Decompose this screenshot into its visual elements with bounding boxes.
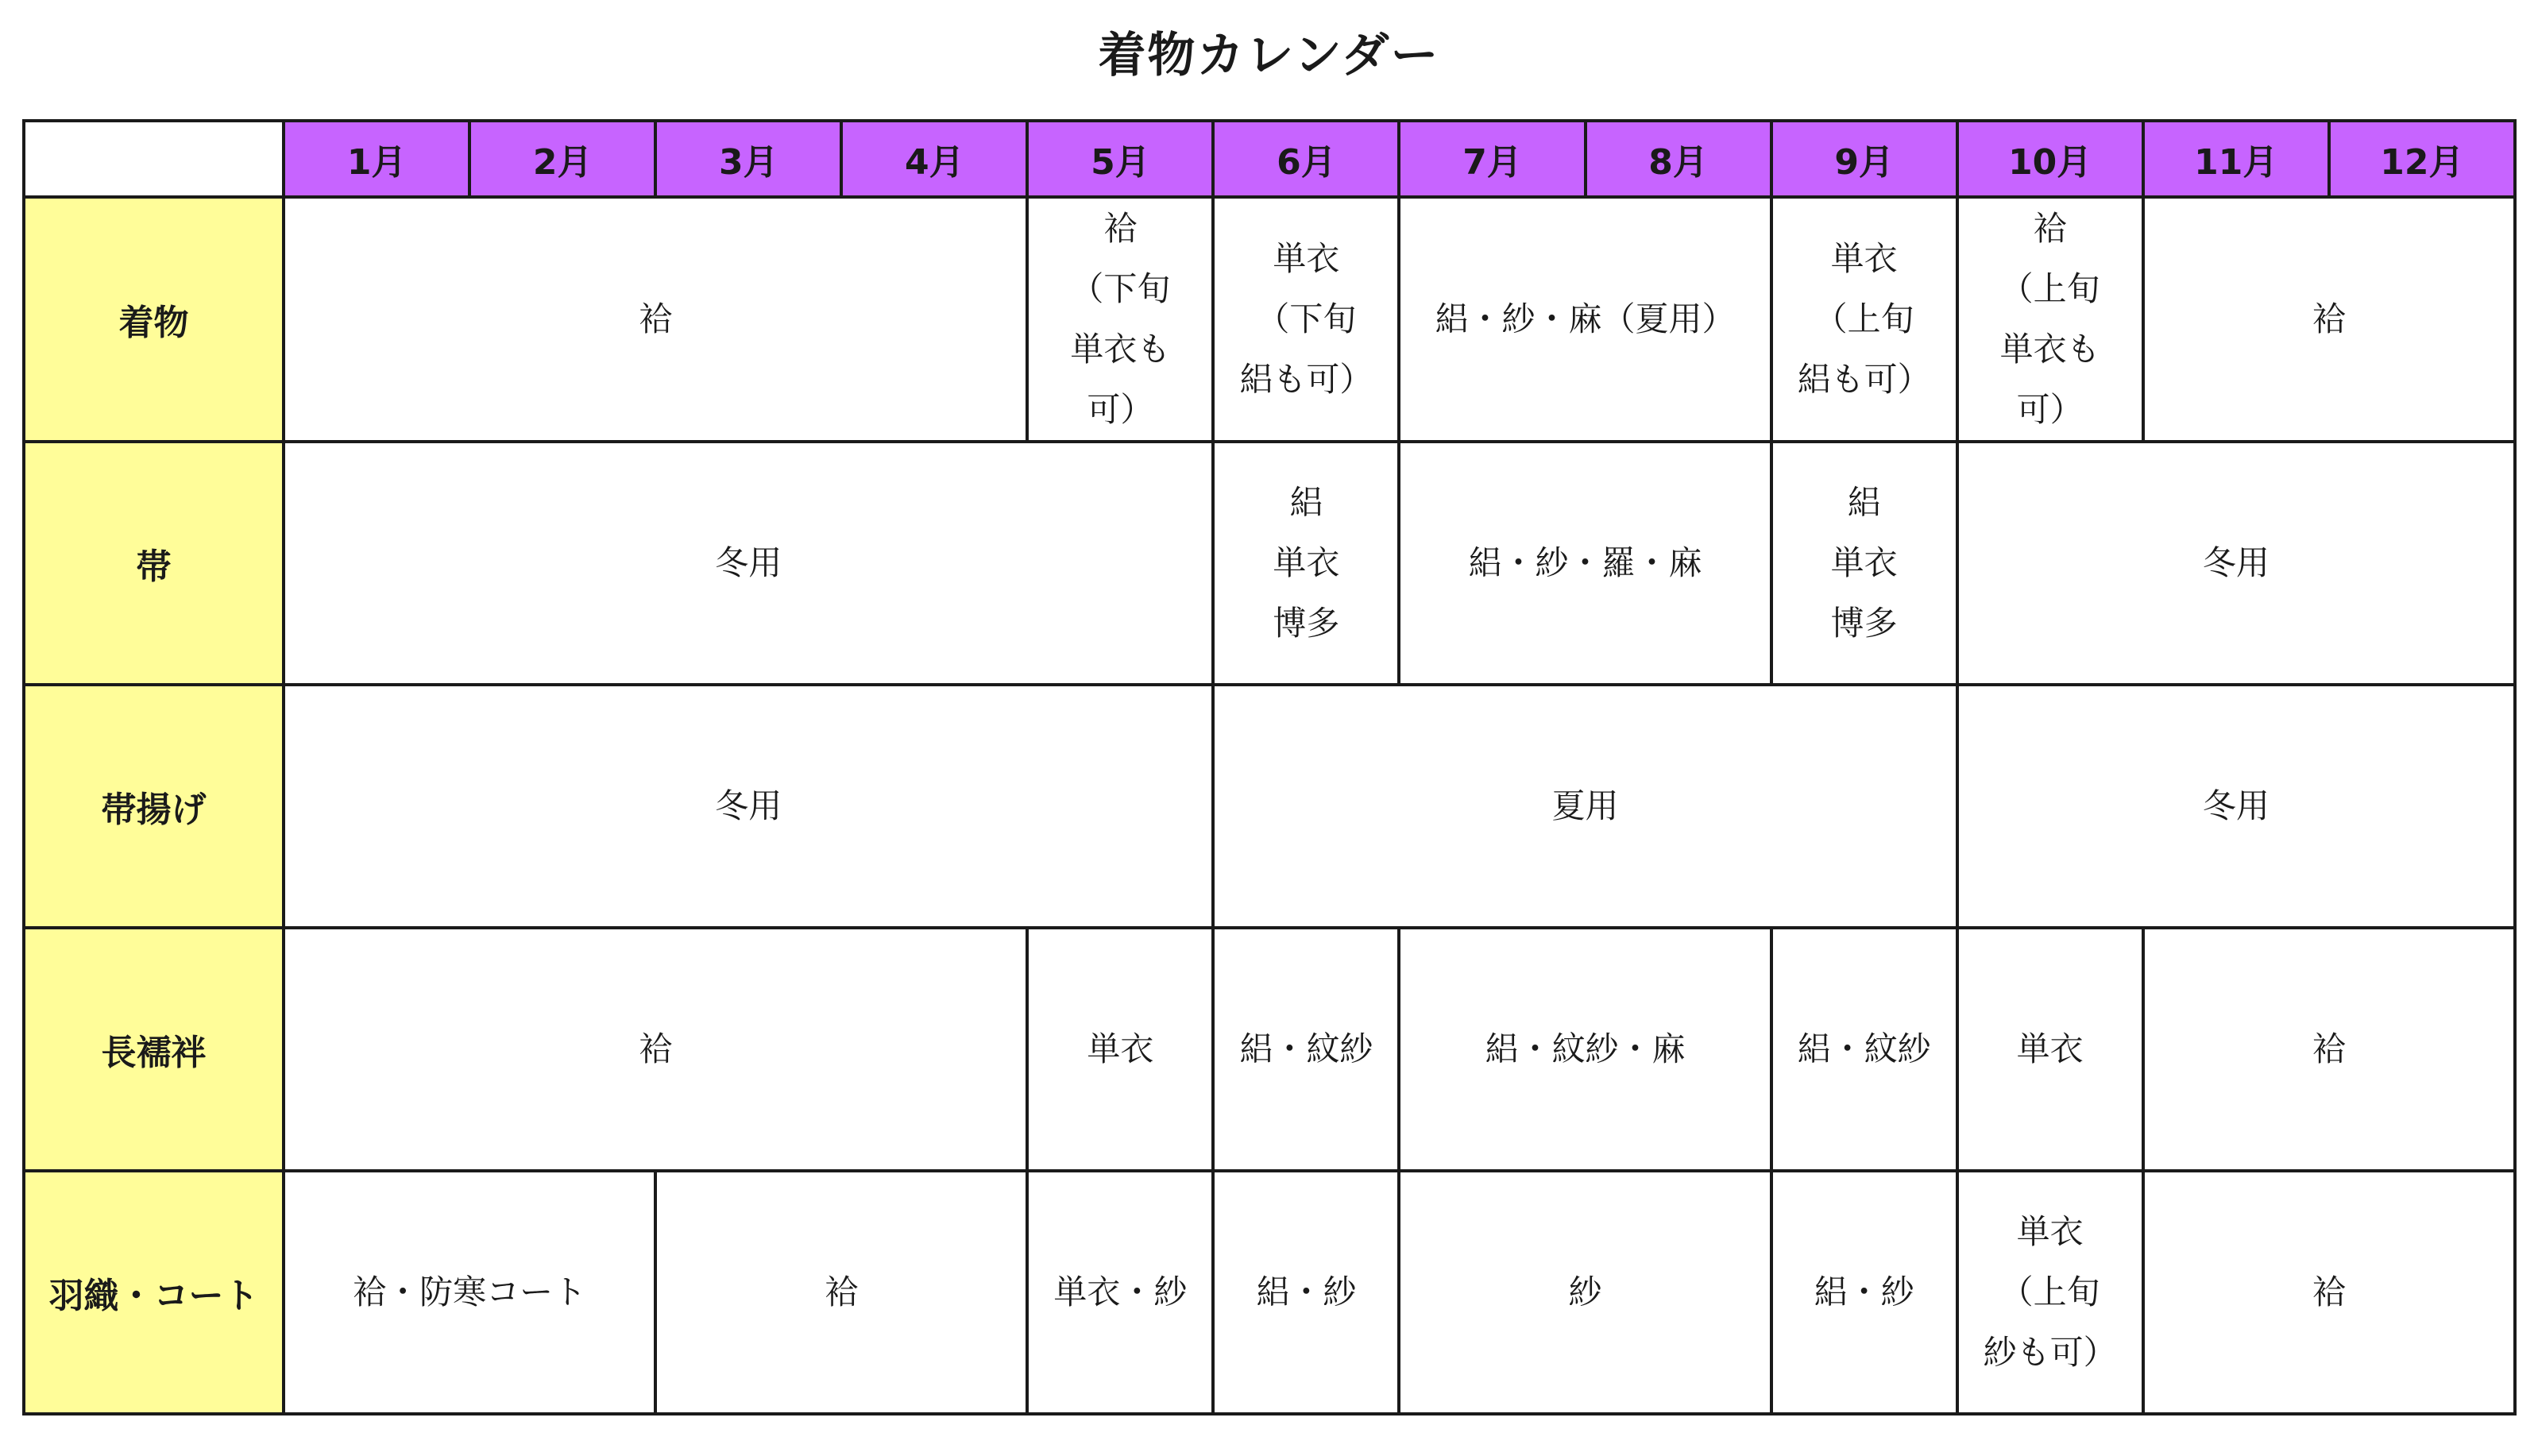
cell-text: 袷 （下旬 単衣も 可） bbox=[1070, 209, 1171, 429]
calendar-cell bbox=[1213, 442, 1399, 685]
month-header-cell: 4月 bbox=[841, 121, 1027, 197]
calendar-cell bbox=[1399, 928, 1771, 1171]
calendar-cell bbox=[1957, 197, 2143, 442]
month-header-cell: 8月 bbox=[1586, 121, 1771, 197]
row-header-cell: 羽織・コート bbox=[24, 1171, 284, 1414]
calendar-cell bbox=[1771, 442, 1957, 685]
cell-text: 袷・防寒コート bbox=[353, 1273, 587, 1311]
month-header-cell: 2月 bbox=[469, 121, 655, 197]
calendar-cell bbox=[1957, 1171, 2143, 1414]
cell-text: 絽・紗 bbox=[1256, 1273, 1357, 1311]
cell-text: 夏用 bbox=[1551, 786, 1619, 825]
cell-text: 袷 bbox=[2312, 299, 2346, 338]
month-header-cell: 9月 bbox=[1771, 121, 1957, 197]
calendar-cell bbox=[2143, 1171, 2515, 1414]
calendar-cell bbox=[655, 1171, 1027, 1414]
row-header-cell: 帯 bbox=[24, 442, 284, 685]
cell-text: 絽・紗・麻（夏用） bbox=[1435, 299, 1736, 338]
calendar-row bbox=[24, 685, 2515, 928]
month-header-cell: 11月 bbox=[2143, 121, 2329, 197]
calendar-cell bbox=[284, 928, 1027, 1171]
calendar-cell bbox=[1213, 1171, 1399, 1414]
cell-text: 単衣 （上旬 紗も可） bbox=[1983, 1212, 2117, 1372]
cell-text: 袷 bbox=[639, 299, 673, 338]
cell-text: 袷 （上旬 単衣も 可） bbox=[1999, 209, 2100, 429]
cell-text: 絽・紗 bbox=[1814, 1273, 1914, 1311]
month-header-cell: 6月 bbox=[1213, 121, 1399, 197]
cell-text: 絽・紋紗 bbox=[1239, 1029, 1373, 1068]
page-title: 着物カレンダー bbox=[1098, 28, 1440, 83]
month-header-cell: 3月 bbox=[655, 121, 841, 197]
cell-text: 冬用 bbox=[2202, 786, 2270, 825]
calendar-cell bbox=[2143, 197, 2515, 442]
calendar-cell bbox=[1399, 1171, 1771, 1414]
calendar-cell bbox=[1771, 928, 1957, 1171]
month-header-cell: 7月 bbox=[1399, 121, 1585, 197]
calendar-cell bbox=[1027, 197, 1213, 442]
cell-text: 絽・紋紗 bbox=[1797, 1029, 1931, 1068]
calendar-row bbox=[24, 197, 2515, 442]
calendar-cell bbox=[284, 1171, 655, 1414]
calendar-row bbox=[24, 442, 2515, 685]
cell-text: 単衣・紗 bbox=[1053, 1273, 1188, 1311]
calendar-cell bbox=[1213, 685, 1957, 928]
cell-text: 冬用 bbox=[715, 786, 782, 825]
month-header-cell: 1月 bbox=[284, 121, 469, 197]
cell-text: 袷 bbox=[825, 1273, 859, 1311]
cell-text: 単衣 （上旬 絽も可） bbox=[1797, 239, 1931, 399]
corner-cell bbox=[24, 121, 284, 197]
cell-text: 単衣 bbox=[2016, 1029, 2084, 1068]
calendar-cell bbox=[1957, 442, 2515, 685]
cell-text: 冬用 bbox=[715, 543, 782, 582]
calendar-cell bbox=[284, 685, 1213, 928]
calendar-row bbox=[24, 1171, 2515, 1414]
cell-text: 単衣 bbox=[1087, 1029, 1154, 1068]
calendar-cell bbox=[2143, 928, 2515, 1171]
calendar-cell bbox=[1213, 928, 1399, 1171]
calendar-cell bbox=[1027, 1171, 1213, 1414]
calendar-body bbox=[24, 197, 2515, 1414]
calendar-cell bbox=[1957, 685, 2515, 928]
month-header-cell: 12月 bbox=[2329, 121, 2515, 197]
calendar-cell bbox=[1957, 928, 2143, 1171]
month-header-cell: 5月 bbox=[1027, 121, 1213, 197]
cell-text: 絽 単衣 博多 bbox=[1273, 483, 1340, 643]
cell-text: 袷 bbox=[2312, 1273, 2346, 1311]
calendar-cell bbox=[1213, 197, 1399, 442]
row-header-cell: 帯揚げ bbox=[24, 685, 284, 928]
calendar-cell bbox=[1771, 1171, 1957, 1414]
cell-text: 袷 bbox=[639, 1029, 673, 1068]
cell-text: 単衣 （下旬 絽も可） bbox=[1239, 239, 1373, 399]
calendar-cell bbox=[284, 442, 1213, 685]
calendar-row bbox=[24, 928, 2515, 1171]
row-header-cell: 着物 bbox=[24, 197, 284, 442]
calendar-cell bbox=[1771, 197, 1957, 442]
month-header-row bbox=[24, 121, 2515, 197]
cell-text: 絽 単衣 博多 bbox=[1830, 483, 1898, 643]
calendar-cell bbox=[1027, 928, 1213, 1171]
cell-text: 袷 bbox=[2312, 1029, 2346, 1068]
row-header-cell: 長襦袢 bbox=[24, 928, 284, 1171]
cell-text: 冬用 bbox=[2202, 543, 2270, 582]
calendar-cell bbox=[284, 197, 1027, 442]
cell-text: 紗 bbox=[1568, 1273, 1602, 1311]
month-header-cell: 10月 bbox=[1957, 121, 2143, 197]
cell-text: 絽・紋紗・麻 bbox=[1485, 1029, 1686, 1068]
cell-text: 絽・紗・羅・麻 bbox=[1468, 543, 1702, 582]
calendar-cell bbox=[1399, 197, 1771, 442]
kimono-calendar-table bbox=[22, 119, 2517, 1415]
calendar-cell bbox=[1399, 442, 1771, 685]
